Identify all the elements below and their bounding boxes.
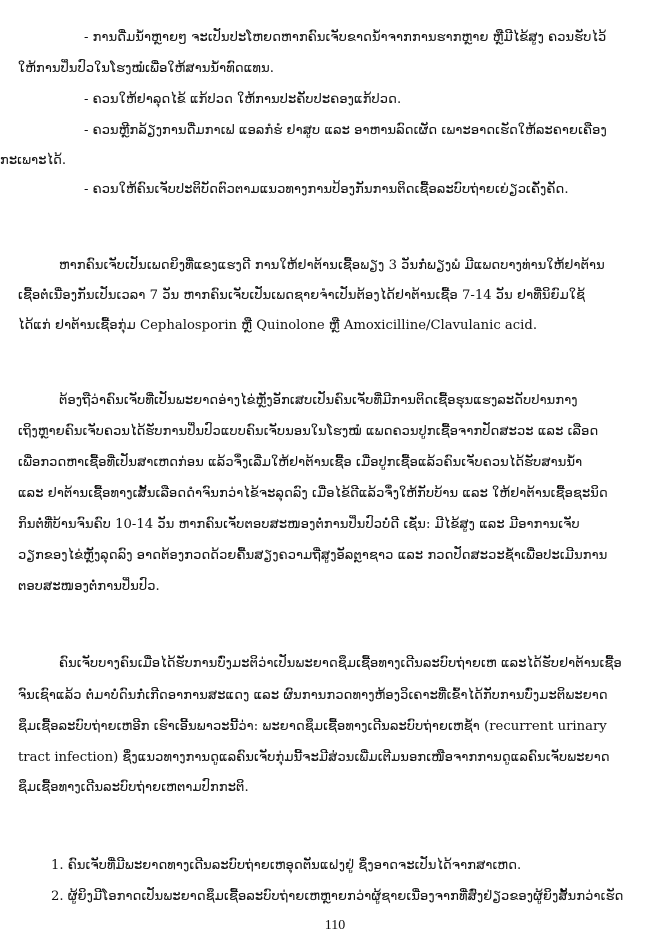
numbered-item: 1. ຄົນເຈັບທີ່ມີພະຍາດທາງເດີນລະບົບຖ່າຍເຫອຸດຕັນແຝງຢູ່ ຊຶ່ງອາດຈະເປັນໄດ້ຈາກສາເຫດ. [51, 858, 522, 873]
paragraph-line: ວຽກຂອງໄຂ່ຫຼັງລຸດລົງ ອາດຕ້ອງກວດດ້ວຍຄື້ນສຽງຄວາມຖີ່ສູງອັລຕຼາຊາວ ແລະ ກວດປັດສະວະຊ້ຳເພື່ອປະເມີນການ [18, 548, 608, 563]
paragraph-line: tract infection) ຊຶ່ງແນວທາງການດູແລຄົນເຈັບກຸ່ມນີ້ຈະມີສ່ວນເພີ່ມເຕີມນອກເໜືອຈາກການດູແລຄົນເຈັບພະຍາດ [18, 750, 610, 765]
paragraph-line: ຄົນເຈັບບາງຄົນເມື່ອໄດ້ຮັບການບົ່ງມະຕິວ່າເປັນພະຍາດຊຶມເຊື້ອທາງເດີນລະບົບຖ່າຍເຫ ແລະໄດ້ຮັບຢາຕ້ານເຊື້ອ [59, 656, 622, 671]
paragraph-line: ຫາກຄົນເຈັບເປັນເພດຍິງທີ່ແຂງແຮງດີ ການໃຫ້ຢາຕ້ານເຊື້ອພຽງ 3 ວັນກໍ່ພຽງພໍ ມີແພດບາງທ່ານໃຫ້ຢາຕ້ານ [59, 258, 605, 273]
paragraph-line: ຊຶມເຊື້ອທາງເດີນລະບົບຖ່າຍເຫຕາມປົກກະຕິ. [18, 780, 249, 795]
paragraph-line: ໄດ້ແກ່ ຢາຕ້ານເຊື້ອກຸ່ມ Cephalosporin ຫຼື Quinolone ຫຼື Amoxicilline/Clavulanic acid. [18, 318, 538, 333]
bullet-line-antipyretic: - ຄວນໃຫ້ຢາລຸດໄຂ້ ແກ້ປວດ ໃຫ້ການປະຄັບປະຄອງແກ້ປວດ. [84, 92, 402, 107]
paragraph-line: ກິນຕໍ່ທີ່ບ້ານຈົນຄົບ 10-14 ວັນ ຫາກຄົນເຈັບຕອບສະໜອງຕໍ່ການປິ່ນປົວບໍ່ດີ ເຊັ່ນ: ມີໄຂ້ສູງ ແລະ ມີອາການເຈັບ [18, 517, 580, 532]
paragraph-line: ຕອບສະໜອງຕໍ່ການປິ່ນປົວ. [18, 579, 160, 594]
paragraph-line: ເພື່ອກວດຫາເຊື້ອທີ່ເປັນສາເຫດກ່ອນ ແລ້ວຈຶ່ງເລີ່ມໃຫ້ຢາຕ້ານເຊື້ອ ເມື່ອປູກເຊື້ອແລ້ວຄົນເຈັບຄວນໄດ້ຮັບສານນ້ຳ [18, 455, 583, 470]
bullet-line-prevention: - ຄວນໃຫ້ຄົນເຈັບປະຕິບັດຕົວຕາມແນວທາງການປ້ອງກັນການຕິດເຊື້ອລະບົບຖ່າຍເຍ່ຽວເຄັ່ງຄັດ. [84, 182, 569, 197]
paragraph-line: ແລະ ຢາຕ້ານເຊື້ອທາງເສັ້ນເລືອດດຳຈົນກວ່າໄຂ້ຈະລຸດລົງ ເມື່ອໄຂ້ດີແລ້ວຈຶ່ງໃຫ້ກັບບ້ານ ແລະ ໃຫ້ຢາຕ້ານເຊື້ອຊະນິດ [18, 486, 608, 501]
paragraph-line: ຊຶມເຊື້ອລະບົບຖ່າຍເຫອີກ ເຮົາເອີ້ນພາວະນີ້ວ່າ: ພະຍາດຊຶມເຊື້ອທາງເດີນລະບົບຖ່າຍເຫຊ້ຳ (recurrent urinary [18, 719, 607, 734]
numbered-item: 2. ຜູ້ຍິງມີໂອກາດເປັນພະຍາດຊຶມເຊື້ອລະບົບຖ່າຍເຫຫຼາຍກວ່າຜູ້ຊາຍເນື່ອງຈາກທີ່ສົ່ງຢ່ຽວຂອງຜູ້ຍິງສັ້ນກວ່າເຮັດ [51, 889, 624, 904]
bullet-line-fluids: - ການດື່ມນ້ຳຫຼາຍໆ ຈະເປັນປະໂຫຍດຫາກຄົນເຈັບຂາດນ້ຳຈາກການຮາກຫຼາຍ ຫຼືມີໄຂ້ສູງ ຄວນຮັບໄວ້ [84, 30, 607, 45]
paragraph-line: ໃຫ້ການປິ່ນປົວໃນໂຮງໝໍເພື່ອໃຫ້ສານນ້ຳທົດແທນ. [18, 61, 274, 76]
paragraph-line: ເຖິງຫຼາຍຄົນເຈັບຄວນໄດ້ຮັບການປິ່ນປົວແບບຄົນເຈັບນອນໃນໂຮງໝໍ ແພດຄວນປູກເຊື້ອຈາກປັດສະວະ ແລະ ເລືອດ [18, 424, 599, 439]
paragraph-line: ຕ້ອງຖືວ່າຄົນເຈັບທີ່ເປັນພະຍາດອ່າງໄຂ່ຫຼັງອັກເສບເປັນຄົນເຈັບທີ່ມີການຕິດເຊື້ອຮຸນແຮງລະດັບປານກາງ [59, 393, 578, 408]
paragraph-line: ຈົນເຊົາແລ້ວ ຕໍ່ມາບໍ່ດົນກໍ່ເກີດອາການສະແດງ ແລະ ຜົນການກວດທາງຫ້ອງວິເຄາະທີ່ເຂົ້າໄດ້ກັບການບົ່ງມະຕິພະຍາດ [18, 688, 608, 703]
paragraph-line: ກະເພາະໄດ້. [0, 153, 67, 168]
paragraph-line: ເຊື້ອຕໍ່ເນື່ອງກັນເປັນເວລາ 7 ວັນ ຫາກຄົນເຈັບເປັນເພດຊາຍຈຳເປັນຕ້ອງໄດ້ຢາຕ້ານເຊື້ອ 7-14 ວັນ ຢາທີ່ນິຍົມໃຊ້ [18, 288, 586, 303]
bullet-line-avoid: - ຄວນຫຼີກລ້ຽງການດື່ມກາເຟ ແອລກໍຮໍ ຢາສູບ ແລະ ອາຫານລົດເຜັດ ເພາະອາດເຮັດໃຫ້ລະຄາຍເຄືອງ [84, 123, 607, 138]
page-number: 110 [324, 918, 346, 933]
